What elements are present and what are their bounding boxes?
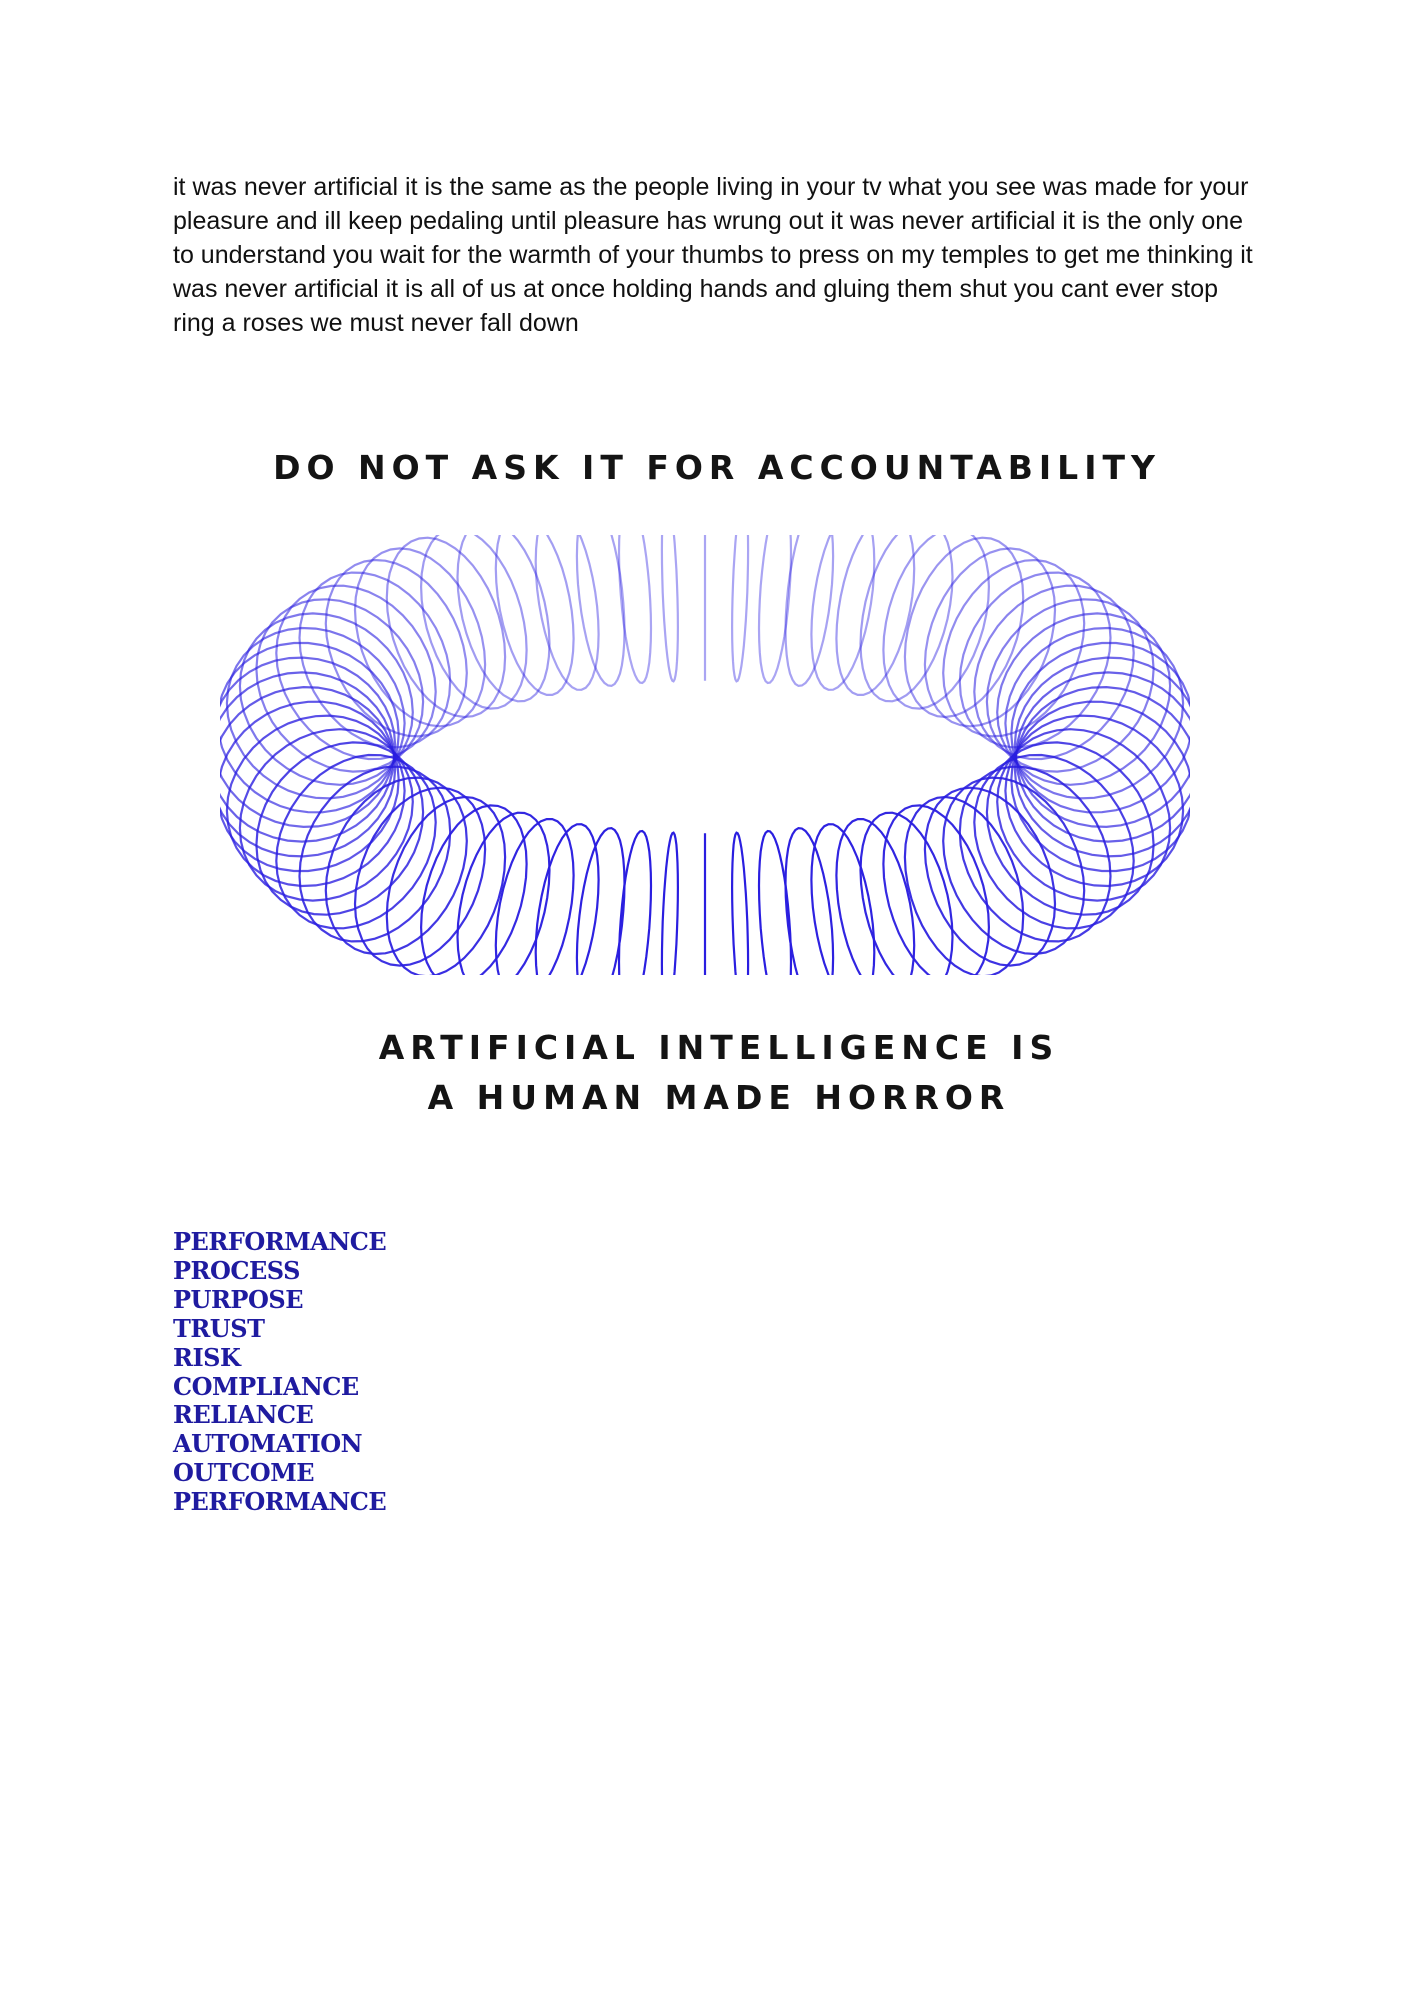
torus-loop	[577, 828, 625, 975]
torus-loop	[1005, 628, 1183, 798]
keyword-item: OUTCOME	[173, 1458, 315, 1488]
torus-loop	[786, 828, 834, 975]
torus-loop	[227, 628, 405, 798]
torus-loop	[421, 805, 526, 975]
keyword-item: RISK	[173, 1342, 241, 1372]
torus-loop	[387, 797, 505, 975]
torus-loop	[811, 535, 874, 690]
torus-loop	[577, 535, 625, 686]
torus-loop	[883, 535, 989, 709]
torus-loop	[786, 535, 834, 686]
keyword-list	[173, 1228, 386, 1517]
torus-loop	[536, 535, 599, 690]
torus-loop	[883, 805, 989, 975]
keyword-item: RELIANCE	[173, 1400, 314, 1430]
keyword-item: TRUST	[173, 1313, 265, 1343]
accountability-heading: DO NOT ASK IT FOR ACCOUNTABILITY	[273, 448, 1161, 487]
torus-loop	[905, 797, 1023, 975]
torus-loop	[662, 535, 678, 681]
keyword-item: COMPLIANCE	[173, 1371, 359, 1401]
torus-loop	[536, 824, 599, 975]
poem-paragraph: it was never artificial it is the same as the people living in your tv what you see was made for your pleasure and ill keep pedaling until pleasure has wrung out it was never artificial it is the only one to understand you wait for the warmth of your thumbs to press on my temples to get me thinking it was never artificial it is all of us at once holding hands and gluing them shut you cant ever stop ring a roses we must never fall down	[173, 173, 1253, 337]
torus-loop	[227, 716, 405, 886]
keyword-item: PROCESS	[173, 1255, 300, 1285]
torus-loop	[387, 538, 505, 717]
keyword-item: PERFORMANCE	[173, 1487, 387, 1517]
torus-loop	[662, 833, 678, 975]
torus-loop	[732, 833, 748, 975]
torus-loop	[1005, 716, 1183, 886]
torus-loop	[421, 535, 526, 709]
horror-heading-line-2: A HUMAN MADE HORROR	[427, 1078, 1011, 1117]
torus-loop	[905, 538, 1023, 717]
spiral-torus-illustration	[220, 535, 1190, 975]
torus-loop	[811, 824, 874, 975]
keyword-item: PURPOSE	[173, 1284, 303, 1314]
keyword-item: AUTOMATION	[173, 1429, 363, 1459]
horror-heading-line-1: ARTIFICIAL INTELLIGENCE IS	[378, 1028, 1060, 1067]
torus-loop	[732, 535, 748, 681]
keyword-item: PERFORMANCE	[173, 1227, 387, 1256]
horror-heading	[0, 1023, 1414, 1123]
